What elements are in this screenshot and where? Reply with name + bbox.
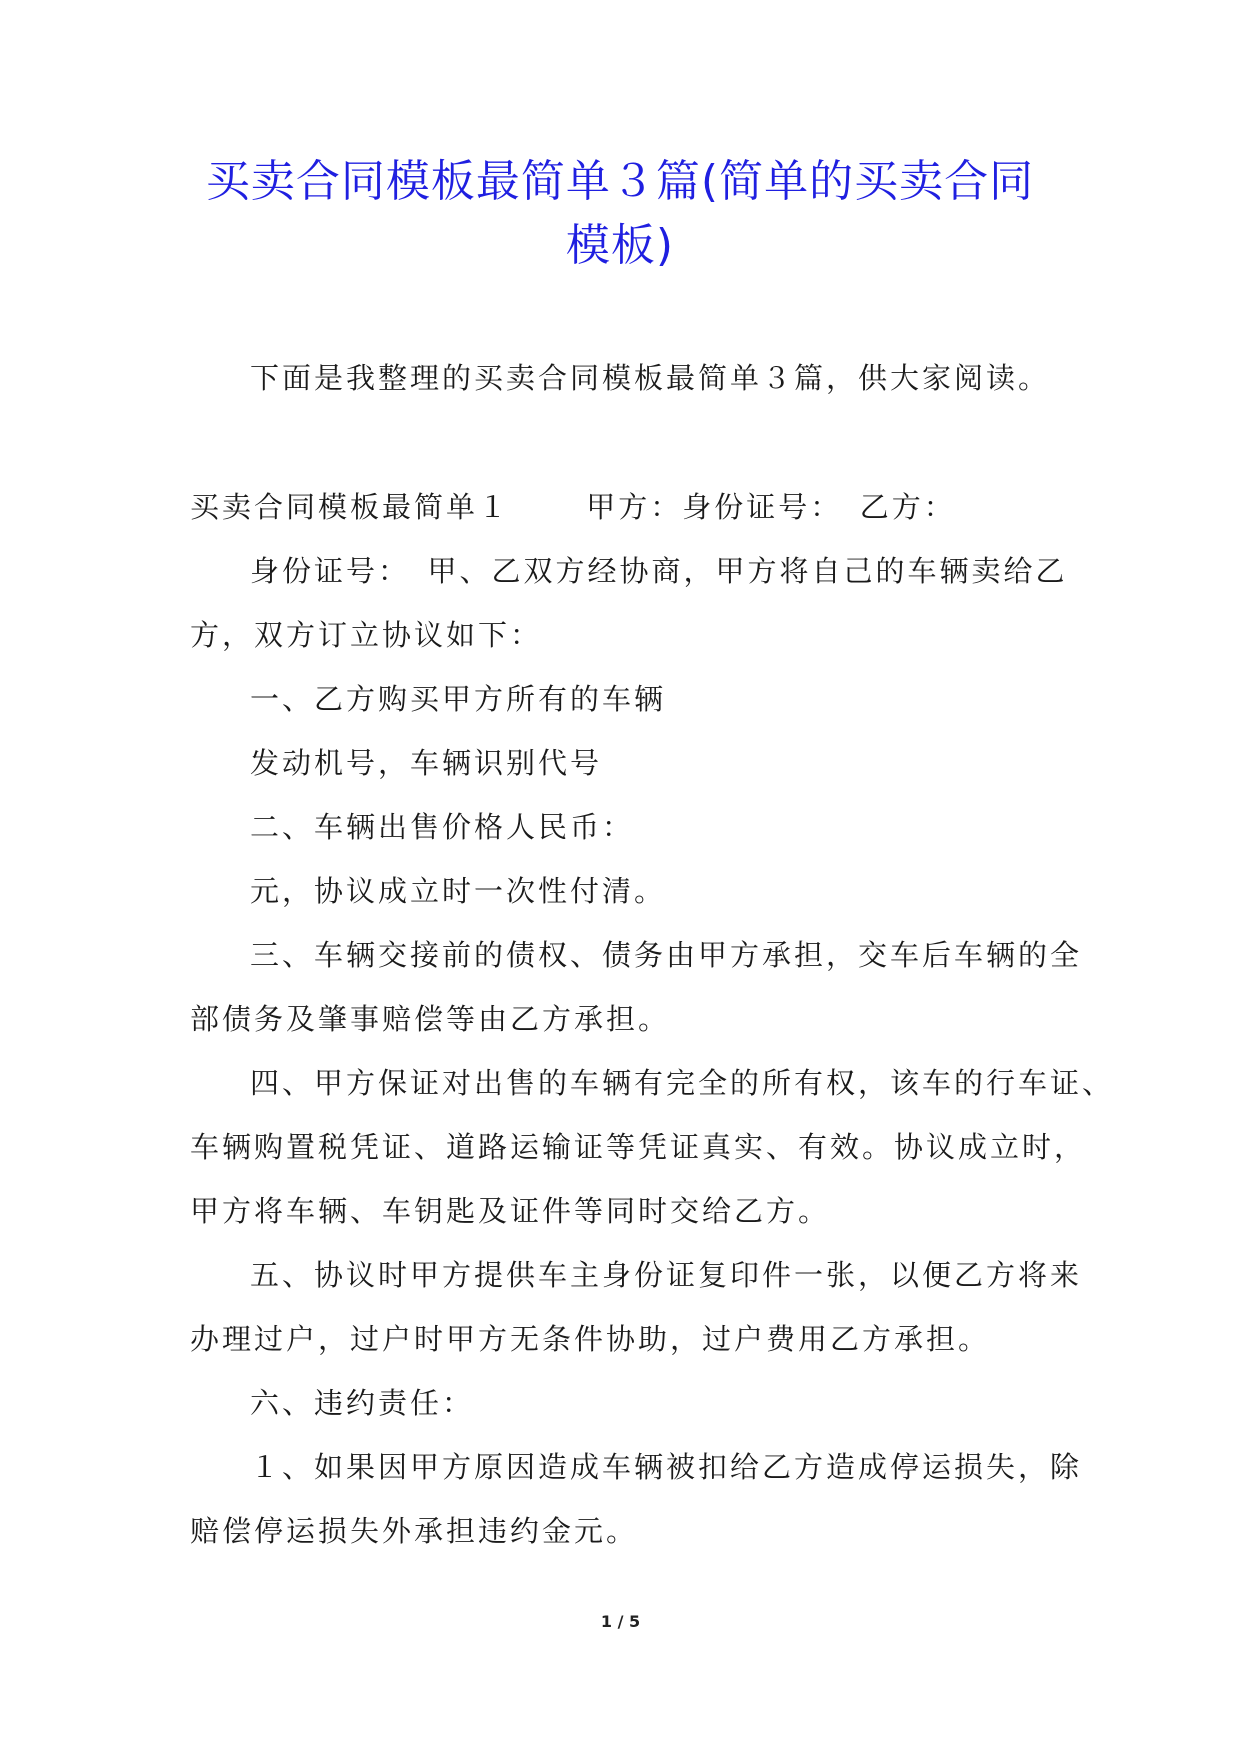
title-line-2: 模板) [565, 220, 675, 271]
paragraph-line: 二、车辆出售价格人民币： [250, 810, 635, 844]
paragraph-line: 五、协议时甲方提供车主身份证复印件一张，以便乙方将来 [250, 1258, 1083, 1292]
paragraph-line: １、如果因甲方原因造成车辆被扣给乙方造成停运损失，除 [250, 1450, 1083, 1484]
paragraph-8 [190, 1243, 1083, 1371]
paragraph-1 [190, 539, 1068, 667]
contract-heading-line: 买卖合同模板最简单１ 甲方：身份证号： 乙方： [190, 490, 956, 524]
paragraph-line: 方，双方订立协议如下： [190, 618, 543, 652]
paragraph-4 [190, 795, 1056, 859]
paragraph-line: 发动机号，车辆识别代号 [250, 746, 603, 780]
paragraph-line: 身份证号： 甲、乙双方经协商，甲方将自己的车辆卖给乙 [250, 554, 1068, 588]
paragraph-line: 赔偿停运损失外承担违约金元。 [190, 1514, 639, 1548]
paragraph-line: 元，协议成立时一次性付清。 [250, 874, 667, 908]
page-number: 1 / 5 [600, 1612, 641, 1631]
paragraph-line: 六、违约责任： [250, 1386, 475, 1420]
paragraph-line: 办理过户，过户时甲方无条件协助，过户费用乙方承担。 [190, 1322, 991, 1356]
paragraph-line: 部债务及肇事赔偿等由乙方承担。 [190, 1002, 671, 1036]
intro-paragraph: 下面是我整理的买卖合同模板最简单３篇，供大家阅读。 [250, 361, 1051, 395]
paragraph-line: 四、甲方保证对出售的车辆有完全的所有权，该车的行车证、 [250, 1066, 1115, 1100]
paragraph-3 [190, 731, 1056, 795]
paragraph-line: 一、乙方购买甲方所有的车辆 [250, 682, 667, 716]
document-body [190, 346, 1115, 1563]
paragraph-10 [190, 1435, 1083, 1563]
paragraph-line: 车辆购置税凭证、道路运输证等凭证真实、有效。协议成立时， [190, 1130, 1087, 1164]
paragraph-6 [190, 923, 1083, 1051]
paragraph-7 [190, 1051, 1115, 1243]
paragraph-line: 三、车辆交接前的债权、债务由甲方承担，交车后车辆的全 [250, 938, 1083, 972]
title-line-1: 买卖合同模板最简单３篇(简单的买卖合同 [205, 156, 1035, 207]
paragraph-5 [190, 859, 1056, 923]
paragraph-line: 甲方将车辆、车钥匙及证件等同时交给乙方。 [190, 1194, 831, 1228]
paragraph-2 [190, 667, 1056, 731]
document-title [150, 150, 1090, 278]
paragraph-9 [190, 1371, 1056, 1435]
